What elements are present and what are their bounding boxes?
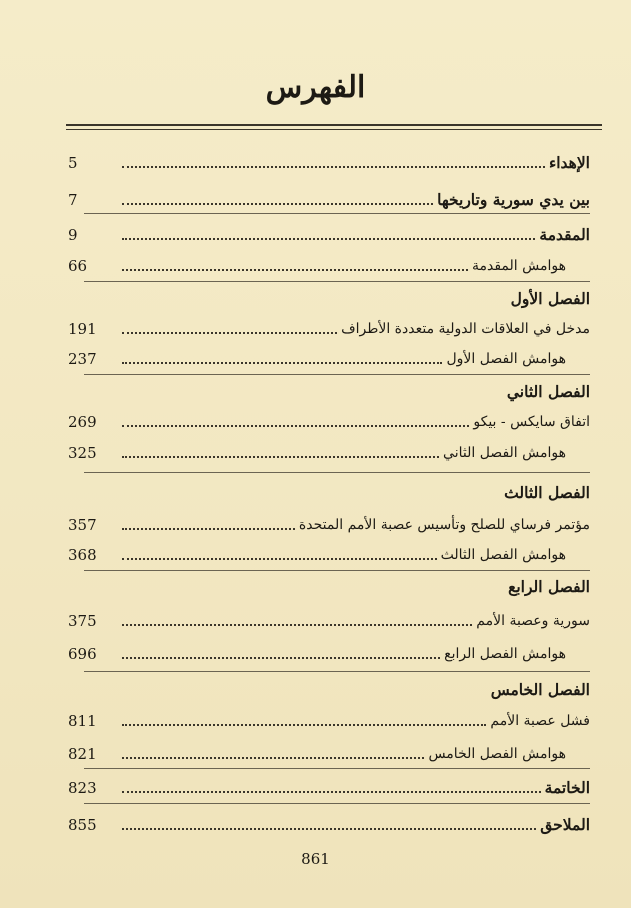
toc-entry-label: اتفاق سايكس - بيكو [473, 414, 590, 430]
toc-entry-conclusion[interactable] [64, 771, 590, 799]
separator-line [84, 374, 590, 375]
dot-leader [122, 425, 469, 427]
dot-leader [122, 362, 442, 364]
toc-entry-label: الإهداء [548, 153, 590, 172]
toc-entry-versailles[interactable] [64, 508, 590, 536]
toc-entry-page: 855 [68, 816, 97, 834]
toc-entry-page: 237 [68, 350, 97, 368]
toc-entry-label: الملاحق [540, 815, 590, 834]
toc-entry-chapter3-notes[interactable] [64, 538, 590, 566]
toc-entry-dedication[interactable] [64, 146, 590, 174]
toc-entry-page: 823 [68, 779, 97, 797]
toc-entry-page: 821 [68, 745, 97, 763]
toc-entry-label: هوامش المقدمة [472, 258, 566, 274]
toc-entry-syria-league[interactable] [64, 604, 590, 632]
toc-entry-page: 696 [68, 645, 97, 663]
toc-entry-label: هوامش الفصل الرابع [444, 646, 566, 662]
dot-leader [122, 757, 424, 759]
dot-leader [122, 528, 295, 530]
toc-entry-page: 375 [68, 612, 97, 630]
separator-line [84, 803, 590, 804]
chapter-heading-4: الفصل الرابع [508, 577, 590, 596]
toc-entry-page: 811 [68, 712, 97, 730]
toc-entry-label: هوامش الفصل الخامس [428, 746, 566, 762]
toc-entry-appendices[interactable] [64, 808, 590, 836]
toc-entry-page: 7 [68, 191, 78, 209]
toc-entry-page: 9 [68, 226, 78, 244]
dot-leader [122, 791, 541, 793]
dot-leader [122, 624, 472, 626]
toc-entry-label: بين يدي سورية وتاريخها [437, 190, 590, 209]
chapter-heading-3: الفصل الثالث [504, 483, 590, 502]
dot-leader [122, 203, 433, 205]
dot-leader [122, 456, 439, 458]
toc-entry-syria-history[interactable] [64, 183, 590, 211]
toc-entry-chapter1-notes[interactable] [64, 342, 590, 370]
dot-leader [122, 724, 486, 726]
dot-leader [122, 238, 535, 240]
chapter-heading-5: الفصل الخامس [490, 680, 590, 699]
separator-line [84, 671, 590, 672]
toc-entry-label: فشل عصبة الأمم [490, 713, 590, 729]
toc-entry-page: 357 [68, 516, 97, 534]
dot-leader [122, 332, 337, 334]
toc-entry-intro-multilateral[interactable] [64, 312, 590, 340]
separator-line [84, 768, 590, 769]
toc-entry-chapter2-notes[interactable] [64, 436, 590, 464]
toc-entry-chapter4-notes[interactable] [64, 637, 590, 665]
chapter-heading-2: الفصل الثاني [506, 382, 590, 401]
toc-entry-introduction[interactable] [64, 218, 590, 246]
toc-entry-label: الخاتمة [544, 778, 590, 797]
separator-line [84, 570, 590, 571]
toc-entry-page: 368 [68, 546, 97, 564]
toc-entry-page: 66 [68, 257, 88, 275]
page-number: 861 [301, 850, 330, 868]
toc-entry-page: 5 [68, 154, 78, 172]
toc-entry-label: مدخل في العلاقات الدولية متعددة الأطراف [341, 321, 590, 337]
separator-line [84, 281, 590, 282]
toc-entry-sykes-picot[interactable] [64, 405, 590, 433]
toc-entry-chapter5-notes[interactable] [64, 737, 590, 765]
chapter-heading-1: الفصل الأول [510, 289, 590, 308]
toc-entry-label: هوامش الفصل الثاني [443, 445, 566, 461]
toc-entry-label: سورية وعصبة الأمم [476, 613, 590, 629]
separator-line [84, 213, 590, 214]
toc-entry-league-failure[interactable] [64, 704, 590, 732]
separator-line [84, 472, 590, 473]
toc-entry-page: 269 [68, 413, 97, 431]
dot-leader [122, 269, 468, 271]
toc-entry-label: هوامش الفصل الثالث [440, 547, 566, 563]
toc-entry-introduction-notes[interactable] [64, 249, 590, 277]
dot-leader [122, 558, 437, 560]
table-of-contents [64, 0, 590, 860]
toc-entry-label: مؤتمر فرساي للصلح وتأسيس عصبة الأمم المتحدة [298, 517, 590, 533]
toc-entry-page: 191 [68, 320, 97, 338]
toc-entry-page: 325 [68, 444, 97, 462]
dot-leader [122, 828, 536, 830]
page-title: الفهرس [265, 70, 366, 105]
toc-entry-label: المقدمة [539, 225, 590, 244]
toc-entry-label: هوامش الفصل الأول [446, 351, 566, 367]
dot-leader [122, 166, 545, 168]
dot-leader [122, 657, 440, 659]
